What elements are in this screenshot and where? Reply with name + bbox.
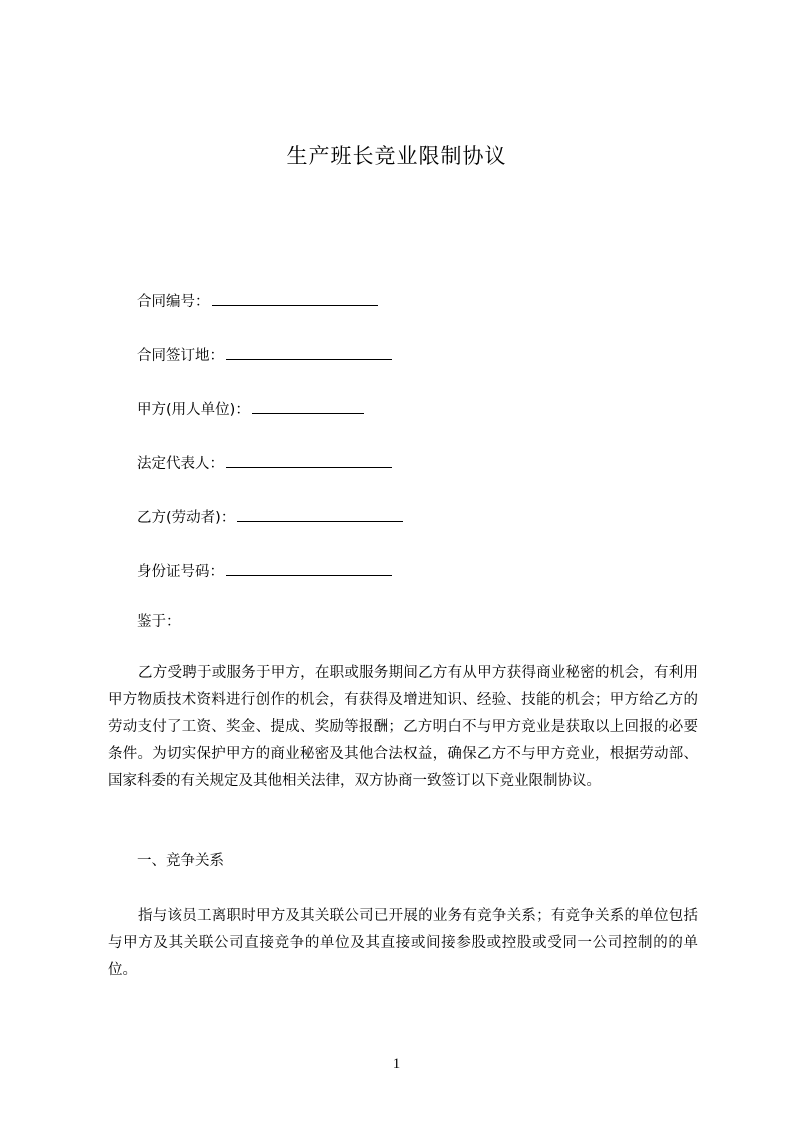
section-paragraph: 指与该员工离职时甲方及其关联公司已开展的业务有竞争关系；有竞争关系的单位包括与甲方及其关联公司直接竞争的单位及其直接或间接参股或控股或受同一公司控制的的单位。 bbox=[108, 908, 698, 978]
field-blank[interactable] bbox=[226, 345, 392, 360]
field-party-a bbox=[137, 399, 364, 420]
field-blank[interactable] bbox=[237, 507, 403, 522]
document-title: 生产班长竞业限制协议 bbox=[286, 144, 507, 168]
field-label: 合同签订地： bbox=[137, 348, 224, 364]
field-label: 乙方(劳动者)： bbox=[137, 510, 236, 526]
field-label: 法定代表人： bbox=[137, 456, 224, 472]
field-legal-representative bbox=[137, 453, 392, 474]
field-blank[interactable] bbox=[212, 291, 378, 306]
whereas-label: 鉴于： bbox=[137, 614, 181, 630]
section-heading: 一、竞争关系 bbox=[137, 853, 224, 869]
field-contract-number bbox=[137, 291, 378, 312]
field-label: 身份证号码： bbox=[137, 564, 224, 580]
intro-paragraph: 乙方受聘于或服务于甲方，在职或服务期间乙方有从甲方获得商业秘密的机会，有利用甲方物质技术资料进行创作的机会，有获得及增进知识、经验、技能的机会；甲方给乙方的劳动支付了工资、奖金、提成、奖励等报酬；乙方明白不与甲方竞业是获取以上回报的必要条件。为切实保护甲方的商业秘密及其他合法权益，确保乙方不与甲方竞业，根据劳动部、国家科委的有关规定及其他相关法律，双方协商一致签订以下竞业限制协议。 bbox=[108, 665, 698, 789]
field-label: 合同编号： bbox=[137, 294, 210, 310]
page-number: 1 bbox=[392, 1056, 401, 1072]
field-party-b bbox=[137, 507, 403, 528]
field-id-number bbox=[137, 561, 392, 582]
field-blank[interactable] bbox=[226, 561, 392, 576]
field-blank[interactable] bbox=[252, 399, 364, 414]
field-label: 甲方(用人单位)： bbox=[137, 402, 250, 418]
field-signing-place bbox=[137, 345, 392, 366]
field-blank[interactable] bbox=[226, 453, 392, 468]
